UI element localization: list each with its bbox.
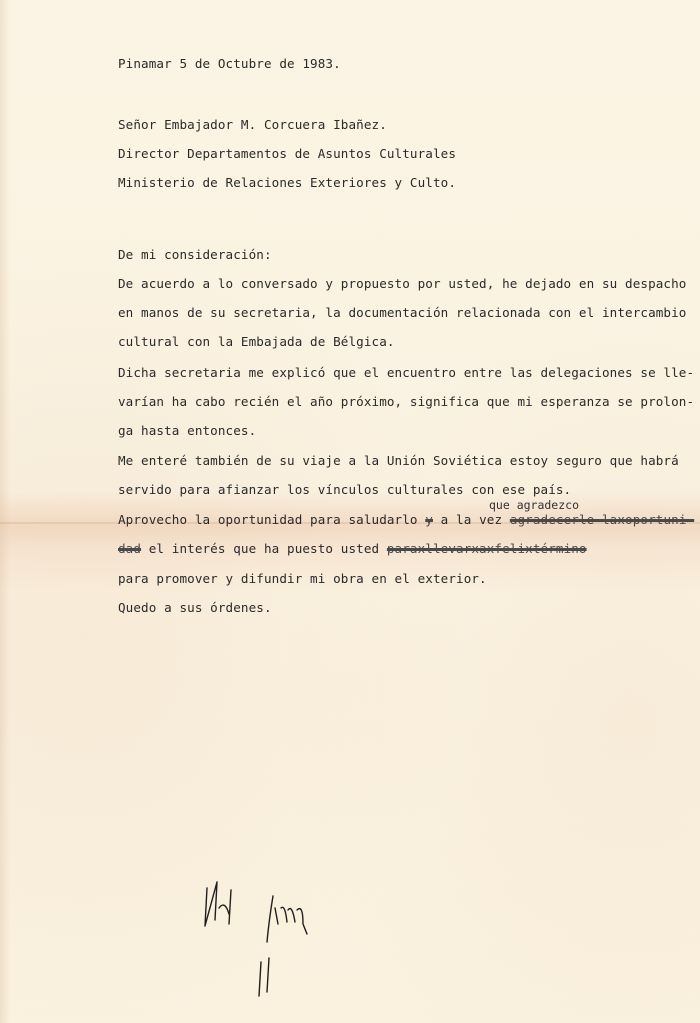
body-line-11: para promover y difundir mi obra en el exterior. [118,571,487,586]
body-line-10 [118,541,587,556]
recipient-line-2: Director Departamentos de Asuntos Culturales [118,146,457,161]
body-line-9-mid: a la vez [432,512,510,527]
struck-text: y [425,512,433,527]
body-line-9 [118,512,694,527]
body-line-9-start: Aprovecho la oportunidad para saludarlo [118,512,426,527]
body-line-1: De acuerdo a lo conversado y propuesto por usted, he dejado en su despacho [118,276,687,291]
handwritten-signature [195,860,355,1000]
paper-edge-shadow [0,0,10,1023]
body-line-4: Dicha secretaria me explicó que el encuentro entre las delegaciones se lle- [118,365,695,380]
salutation: De mi consideración: [118,247,272,262]
body-line-7: Me enteré también de su viaje a la Unión Soviética estoy seguro que habrá [118,453,679,468]
body-line-10-mid: el interés que ha puesto usted [141,541,387,556]
recipient-line-1: Señor Embajador M. Corcuera Ibañez. [118,117,387,132]
body-line-2: en manos de su secretaria, la documentación relacionada con el intercambio [118,305,687,320]
struck-text: dad [118,541,142,556]
struck-text: paraxllevarxaxfelixtérmino [386,541,587,556]
body-line-8: servido para afianzar los vínculos culturales con ese país. [118,482,572,497]
recipient-line-3: Ministerio de Relaciones Exteriores y Culto. [118,175,457,190]
body-line-6: ga hasta entonces. [118,423,257,438]
date-line: Pinamar 5 de Octubre de 1983. [118,56,341,71]
closing-line: Quedo a sus órdenes. [118,600,272,615]
body-line-5: varían ha cabo recién el año próximo, significa que mi esperanza se prolon- [118,394,695,409]
handtyped-insertion: que agradezco [489,498,580,512]
body-line-3: cultural con la Embajada de Bélgica. [118,334,395,349]
struck-text: agradecerle laxoportuni- [509,512,695,527]
